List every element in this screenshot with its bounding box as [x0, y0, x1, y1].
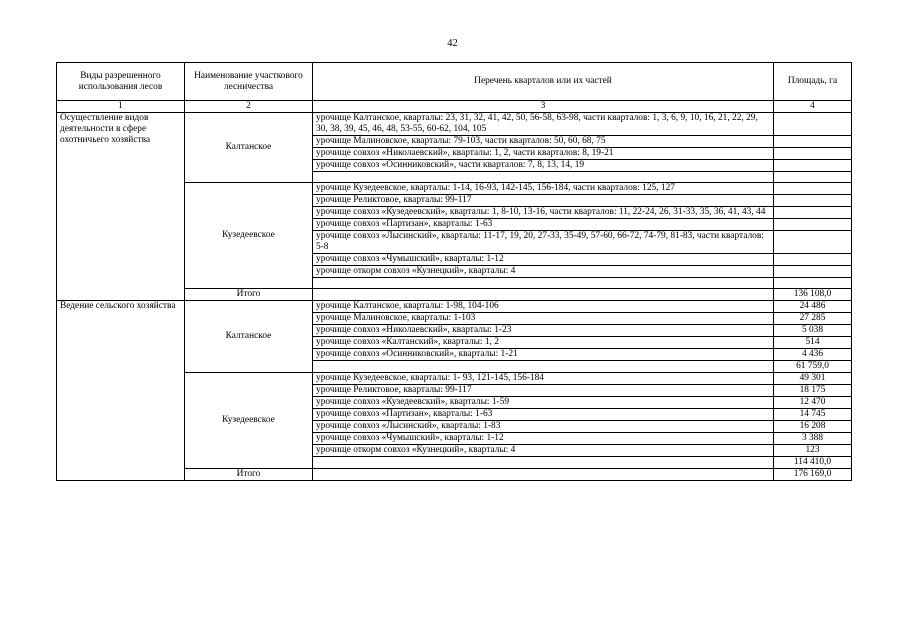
- total-blank: [313, 289, 774, 301]
- quarters-cell: урочище совхоз «Осинниковский», кварталы: 1-21: [313, 349, 774, 361]
- area-cell: [774, 195, 852, 207]
- table-body: [57, 113, 852, 481]
- area-cell: [774, 219, 852, 231]
- area-cell: [774, 183, 852, 195]
- quarters-cell: урочище совхоз «Кузедеевский», кварталы: 1-59: [313, 397, 774, 409]
- area-cell: [774, 278, 852, 289]
- subtotal-area: 61 759,0: [774, 361, 852, 373]
- quarters-cell: урочище откорм совхоз «Кузнецкий», кварталы: 4: [313, 266, 774, 278]
- header-forestry-name: Наименование участкового лесничества: [185, 63, 313, 101]
- use-type-cell: Осуществление видов деятельности в сфере охотничьего хозяйства: [57, 113, 185, 301]
- quarters-cell: урочище совхоз «Партизан», кварталы: 1-63: [313, 409, 774, 421]
- quarters-cell: урочище Калтанское, кварталы: 1-98, 104-106: [313, 301, 774, 313]
- header-use-type: Виды разрешенного использования лесов: [57, 63, 185, 101]
- total-blank: [313, 469, 774, 481]
- column-number: 3: [313, 101, 774, 113]
- area-cell: [774, 148, 852, 160]
- column-number-row: [57, 101, 852, 113]
- total-label: Итого: [185, 289, 313, 301]
- total-area: 176 169,0: [774, 469, 852, 481]
- quarters-cell: урочище Кузедеевское, кварталы: 1-14, 16-93, 142-145, 156-184, части кварталов: 125, 127: [313, 183, 774, 195]
- area-cell: 3 388: [774, 433, 852, 445]
- total-label: Итого: [185, 469, 313, 481]
- area-cell: 16 208: [774, 421, 852, 433]
- subtotal-area: 114 410,0: [774, 457, 852, 469]
- quarters-cell: урочище совхоз «Осинниковский», части кварталов: 7, 8, 13, 14, 19: [313, 160, 774, 172]
- quarters-cell: урочище Кузедеевское, кварталы: 1- 93, 121-145, 156-184: [313, 373, 774, 385]
- quarters-cell: урочище совхоз «Партизан», кварталы: 1-63: [313, 219, 774, 231]
- area-cell: 514: [774, 337, 852, 349]
- quarters-cell: урочище Реликтовое, кварталы: 99-117: [313, 385, 774, 397]
- area-cell: [774, 266, 852, 278]
- area-cell: [774, 160, 852, 172]
- quarters-cell: [313, 172, 774, 183]
- area-cell: 14 745: [774, 409, 852, 421]
- quarters-cell: [313, 278, 774, 289]
- quarters-cell: урочище совхоз «Лысинский», кварталы: 1-83: [313, 421, 774, 433]
- subtotal-blank: [313, 361, 774, 373]
- forestry-cell: Кузедеевское: [185, 183, 313, 289]
- area-cell: [774, 254, 852, 266]
- quarters-cell: урочище Реликтовое, кварталы: 99-117: [313, 195, 774, 207]
- forestry-cell: Калтанское: [185, 301, 313, 373]
- use-type-cell: Ведение сельского хозяйства: [57, 301, 185, 481]
- area-cell: [774, 207, 852, 219]
- quarters-cell: урочище совхоз «Чумышский», кварталы: 1-12: [313, 433, 774, 445]
- area-cell: [774, 231, 852, 254]
- table-row: [57, 113, 852, 136]
- header-row: [57, 63, 852, 101]
- area-cell: [774, 113, 852, 136]
- area-cell: 24 486: [774, 301, 852, 313]
- quarters-cell: урочище Малиновское, кварталы: 79-103, части кварталов: 50, 60, 68, 75: [313, 136, 774, 148]
- forestry-cell: Кузедеевское: [185, 373, 313, 469]
- quarters-cell: урочище совхоз «Лысинский», кварталы: 11-17, 19, 20, 27-33, 35-49, 57-60, 66-72, 74-79, 81-83, части кварталов: 5-8: [313, 231, 774, 254]
- page-number: 42: [447, 38, 458, 49]
- column-number: 2: [185, 101, 313, 113]
- quarters-cell: урочище откорм совхоз «Кузнецкий», кварталы: 4: [313, 445, 774, 457]
- forestry-cell: Калтанское: [185, 113, 313, 183]
- quarters-cell: урочище Калтанское, кварталы: 23, 31, 32, 41, 42, 50, 56-58, 63-98, части кварталов: 1, 3, 6, 9, 10, 16, 21, 22, 29, 30, 38, 39, 45, 46, 48, 53-55, 60-62, 104, 105: [313, 113, 774, 136]
- total-area: 136 108,0: [774, 289, 852, 301]
- subtotal-blank: [313, 457, 774, 469]
- area-cell: 27 285: [774, 313, 852, 325]
- quarters-cell: урочище совхоз «Николаевский», кварталы: 1, 2, части кварталов: 8, 19-21: [313, 148, 774, 160]
- column-number: 4: [774, 101, 852, 113]
- area-cell: [774, 172, 852, 183]
- table-row: [57, 301, 852, 313]
- quarters-cell: урочище совхоз «Николаевский», кварталы: 1-23: [313, 325, 774, 337]
- quarters-cell: урочище Малиновское, кварталы: 1-103: [313, 313, 774, 325]
- area-cell: 49 301: [774, 373, 852, 385]
- area-cell: 4 436: [774, 349, 852, 361]
- header-area: Площадь, га: [774, 63, 852, 101]
- quarters-cell: урочище совхоз «Кузедеевский», кварталы: 1, 8-10, 13-16, части кварталов: 11, 22-24, 26, 31-33, 35, 36, 41, 43, 44: [313, 207, 774, 219]
- area-cell: 5 038: [774, 325, 852, 337]
- forest-use-table: [56, 62, 852, 481]
- column-number: 1: [57, 101, 185, 113]
- quarters-cell: урочище совхоз «Калтанский», кварталы: 1, 2: [313, 337, 774, 349]
- area-cell: [774, 136, 852, 148]
- quarters-cell: урочище совхоз «Чумышский», кварталы: 1-12: [313, 254, 774, 266]
- header-quarters-list: Перечень кварталов или их частей: [313, 63, 774, 101]
- area-cell: 123: [774, 445, 852, 457]
- area-cell: 18 175: [774, 385, 852, 397]
- area-cell: 12 470: [774, 397, 852, 409]
